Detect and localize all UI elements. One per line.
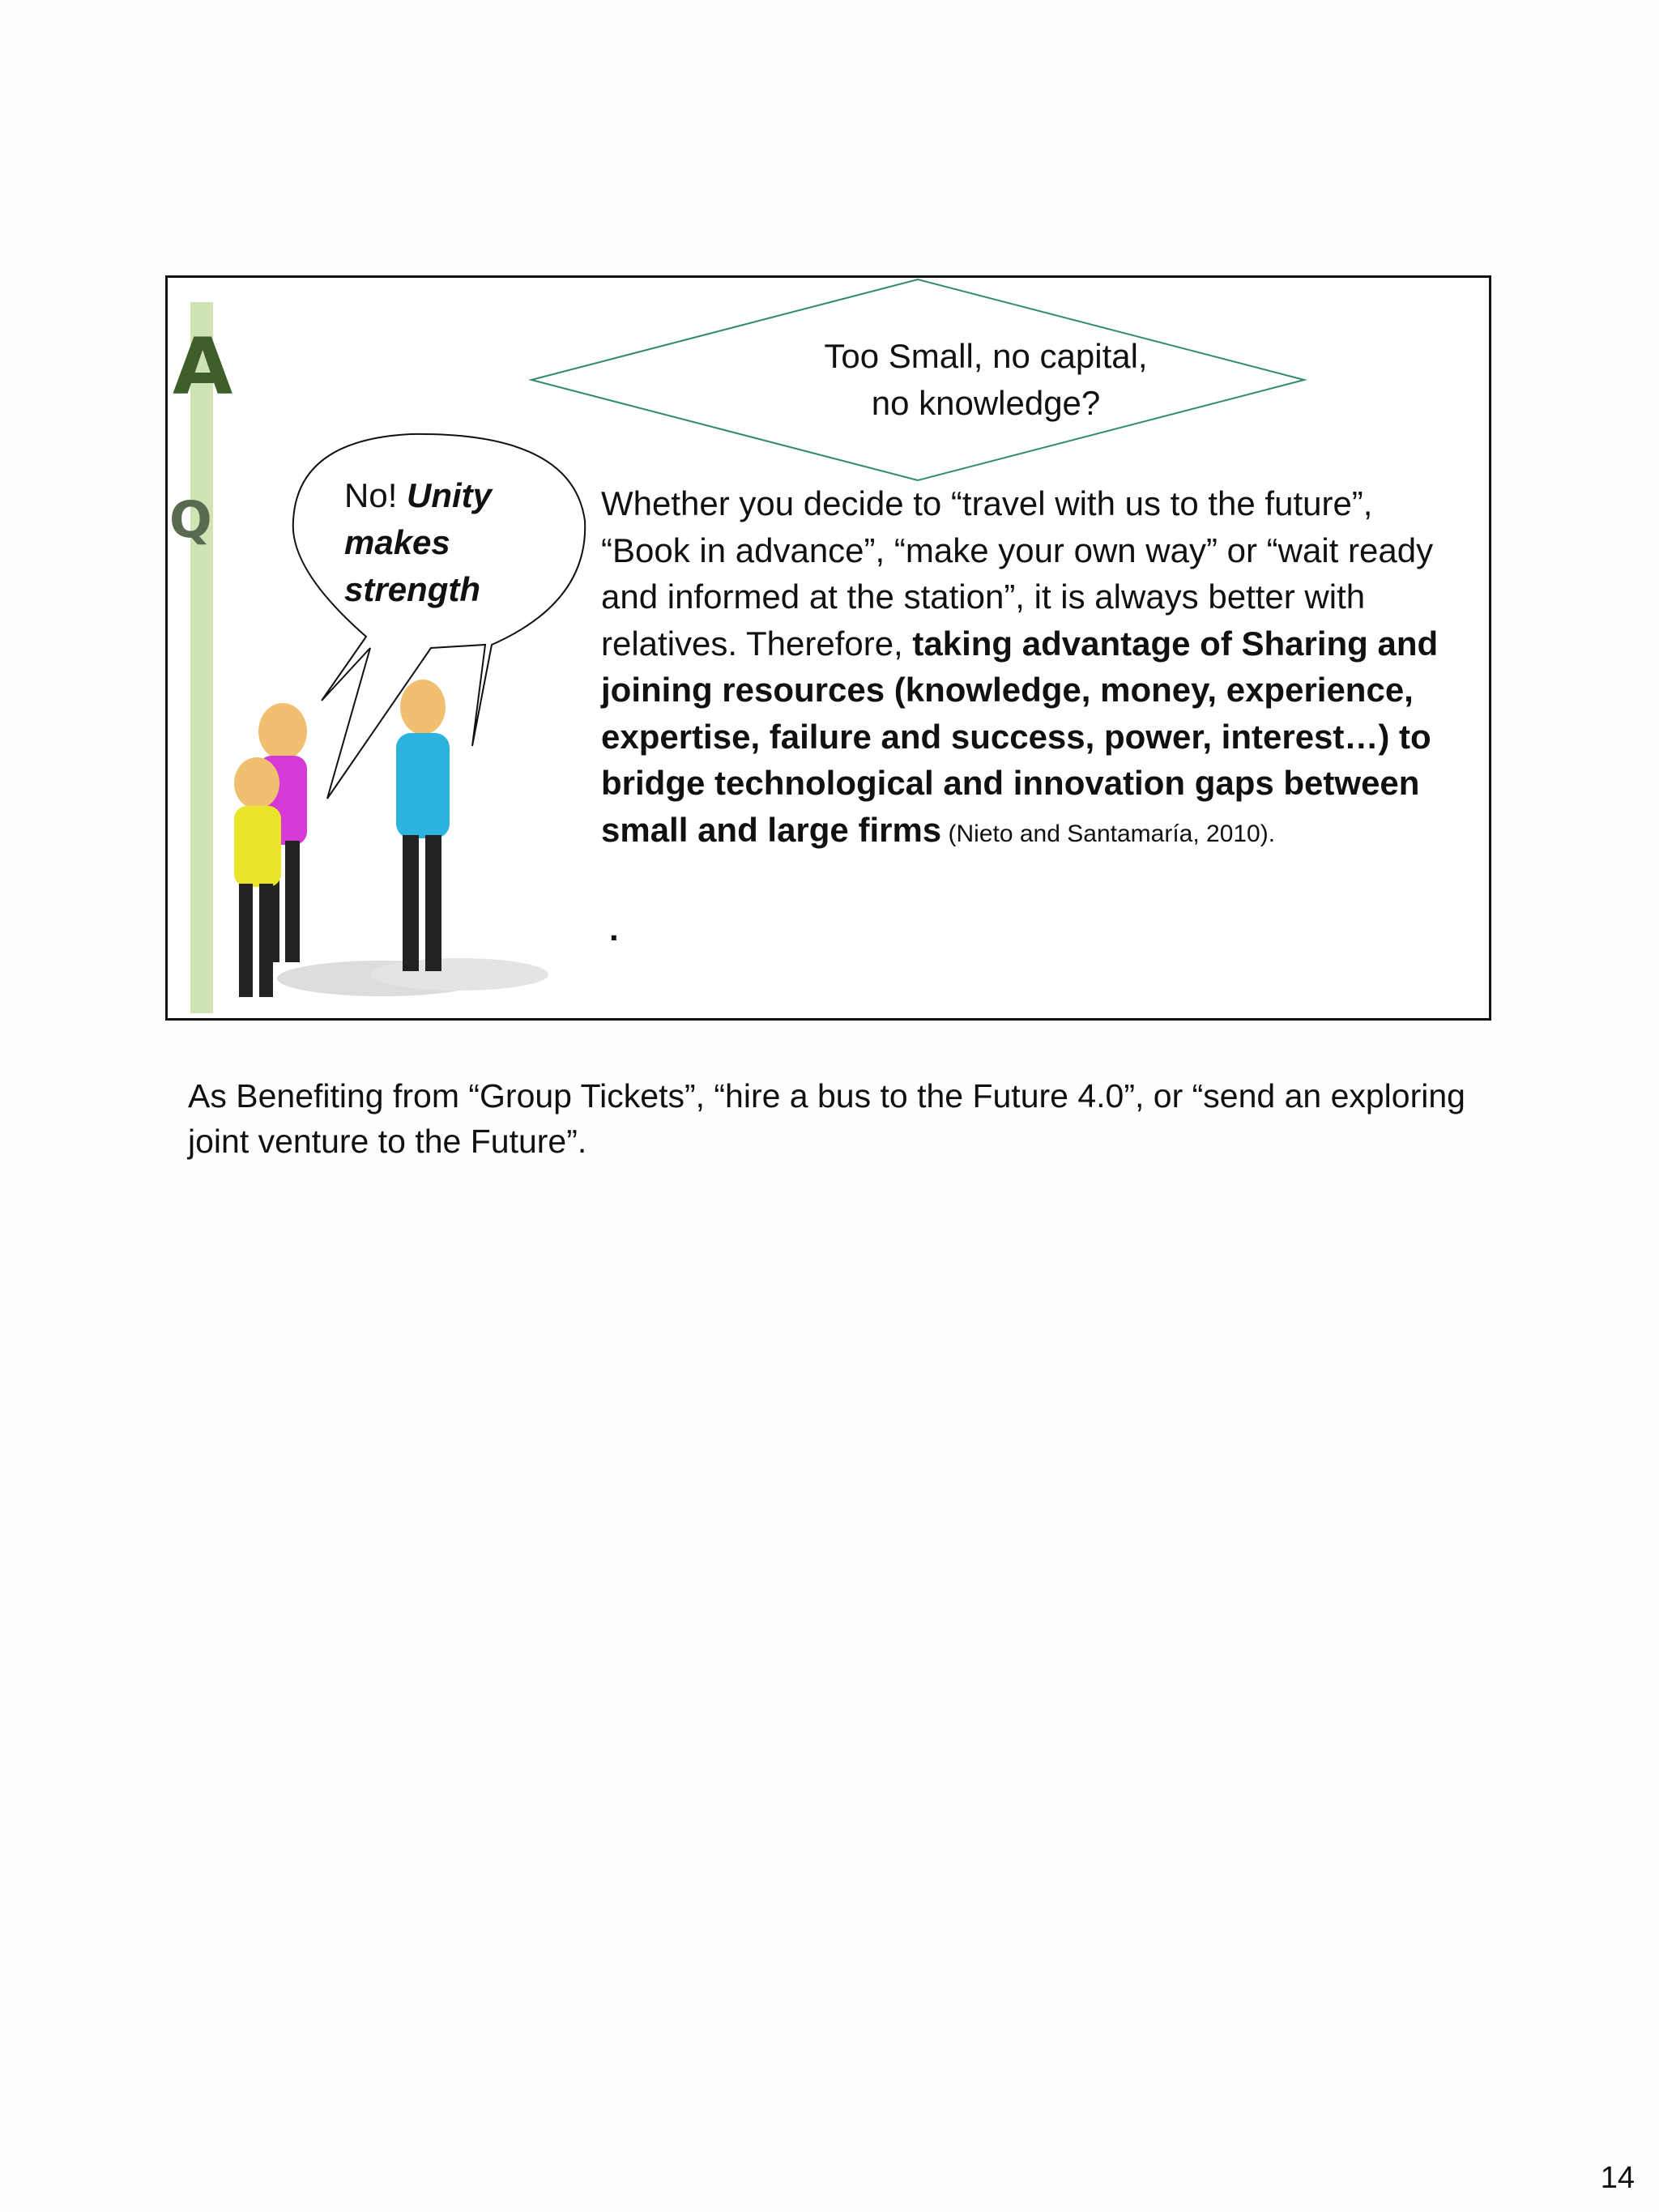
slide-frame xyxy=(165,275,1491,1021)
figure-cyan xyxy=(396,680,450,971)
bubble-emphasis-3: strength xyxy=(344,570,480,608)
bubble-emphasis-1: Unity xyxy=(407,476,493,514)
main-citation: (Nieto and Santamaría, 2010). xyxy=(941,820,1276,847)
side-letter-q: Q xyxy=(169,490,212,549)
bubble-text xyxy=(344,472,522,613)
page-number: 14 xyxy=(1600,2161,1635,2195)
main-bold: taking advantage of Sharing and joining resources (knowledge, money, experience, expertise, failure and success, power, interest…) to bridge technological and innovation gaps between small and large firms xyxy=(601,624,1439,849)
side-letter-a: A xyxy=(173,322,233,412)
trailing-dot: . xyxy=(609,910,619,948)
caption-text: As Benefiting from “Group Tickets”, “hire a bus to the Future 4.0”, or “send an exploring joint venture to the Future”. xyxy=(188,1077,1465,1160)
main-paragraph xyxy=(601,480,1460,857)
bubble-emphasis-2: makes xyxy=(344,523,450,561)
diamond-line-1: Too Small, no capital, xyxy=(824,337,1148,375)
bubble-lead: No! xyxy=(344,476,407,514)
diamond-line-2: no knowledge? xyxy=(871,384,1101,422)
main-plain: Whether you decide to “travel with us to the future”, “Book in advance”, “make your own way” or “wait ready and informed at the station”, it is always better with relatives. Therefore, xyxy=(601,484,1434,663)
